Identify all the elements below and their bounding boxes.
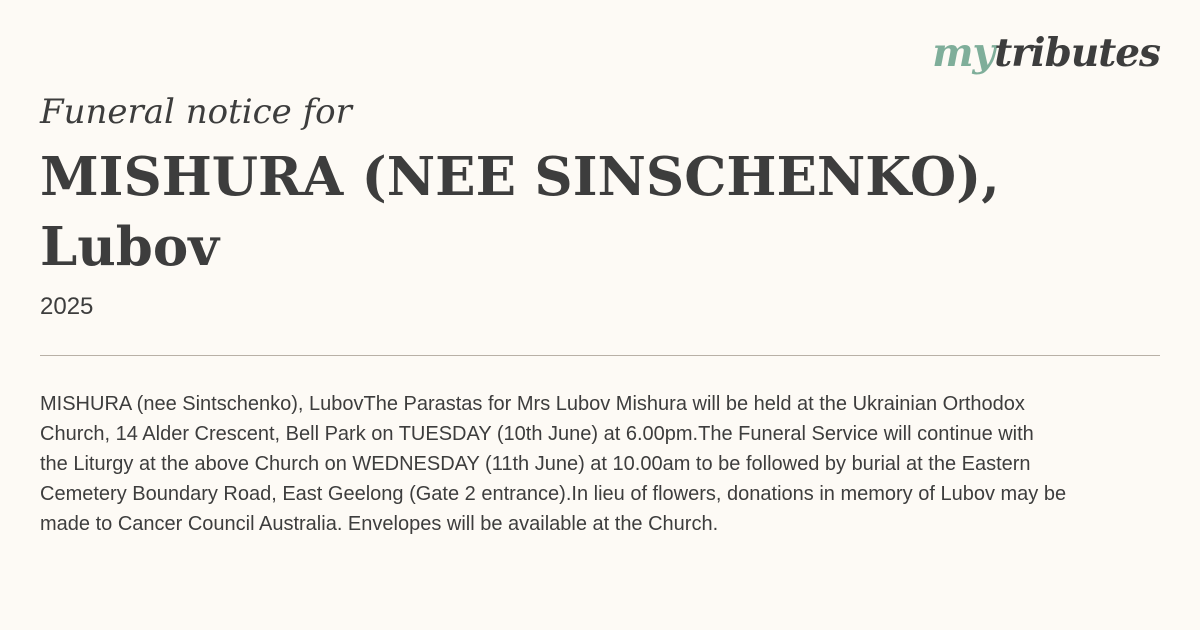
deceased-name-line-1: MISHURA (NEE SINSCHENKO), — [40, 146, 1000, 208]
notice-body-line-3: the Liturgy at the above Church on WEDNESDAY (11th June) at 10.00am to be followed by burial at the Eastern — [40, 453, 1031, 475]
notice-body — [40, 389, 1190, 539]
mytributes-logo — [932, 30, 1160, 76]
deceased-name-line-2: Lubov — [40, 216, 220, 278]
deceased-name — [40, 142, 1000, 282]
notice-body-line-5: made to Cancer Council Australia. Envelopes will be available at the Church. — [40, 513, 719, 535]
notice-prefix: Funeral notice for — [40, 92, 352, 132]
notice-body-line-2: Church, 14 Alder Crescent, Bell Park on TUESDAY (10th June) at 6.00pm.The Funeral Service will continue with — [40, 423, 1034, 445]
notice-body-line-1: MISHURA (nee Sintschenko), LubovThe Parastas for Mrs Lubov Mishura will be held at the Ukrainian Orthodox — [40, 393, 1025, 415]
logo-my: my — [932, 30, 995, 76]
logo-tributes: tributes — [994, 30, 1160, 76]
notice-year: 2025 — [40, 293, 94, 320]
divider — [40, 355, 1160, 356]
notice-body-line-4: Cemetery Boundary Road, East Geelong (Gate 2 entrance).In lieu of flowers, donations in memory of Lubov may be — [40, 483, 1067, 505]
